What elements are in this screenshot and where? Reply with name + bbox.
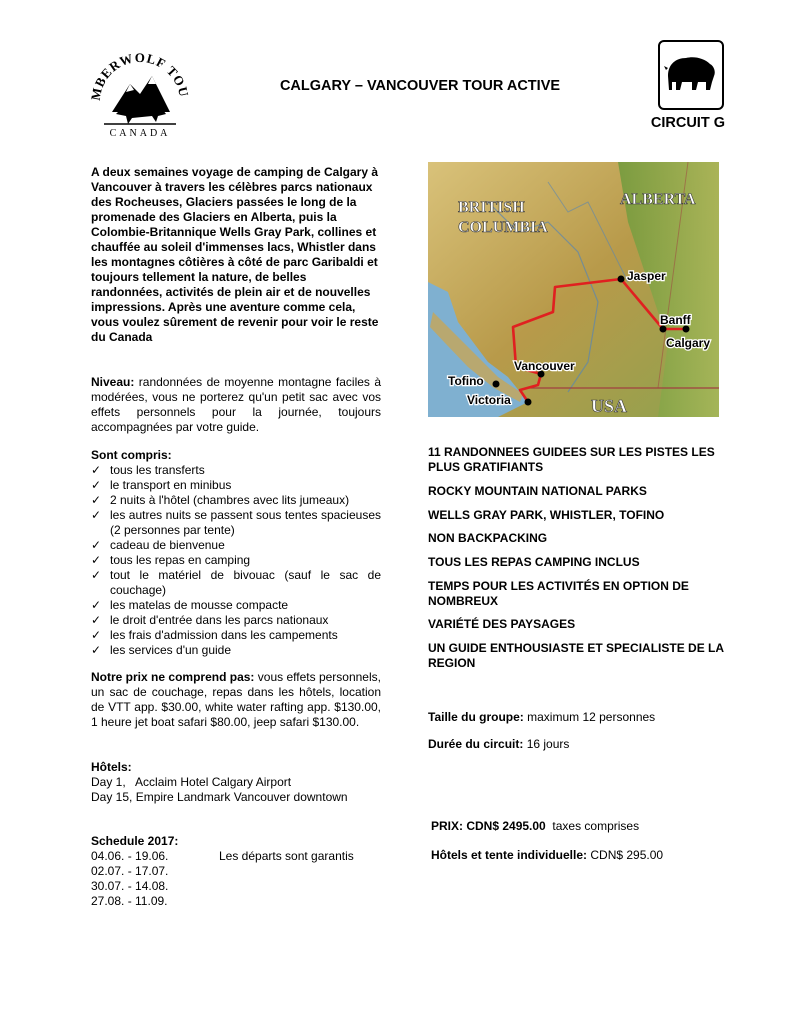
schedule-date: 04.06. - 19.06.	[91, 849, 169, 863]
logo-bottom-text: CANADA	[109, 128, 171, 139]
city-label: Vancouver	[514, 359, 575, 373]
city-dot-jasper	[618, 276, 625, 283]
city-label: Banff	[660, 313, 691, 327]
schedule-row	[91, 849, 381, 864]
schedule-date: 27.08. - 11.09.	[91, 894, 168, 908]
city-label: Calgary	[666, 336, 711, 350]
highlight-item: WELLS GRAY PARK, WHISTLER, TOFINO	[428, 508, 665, 522]
region-label: BRITISH	[458, 199, 525, 216]
not-included-label: Notre prix ne comprend pas:	[91, 670, 255, 684]
schedule-date: 02.07. - 17.07.	[91, 864, 169, 878]
bison-icon	[658, 40, 724, 110]
highlight-item: UN GUIDE ENTHOUSIASTE ET SPECIALISTE DE LA REGION	[428, 641, 724, 670]
list-item: ✓ le transport en minibus	[91, 478, 232, 492]
duration-value: 16 jours	[523, 737, 570, 751]
check-icon: ✓	[91, 568, 102, 582]
hotel-line: Day 1, Acclaim Hotel Calgary Airport	[91, 775, 292, 789]
check-icon: ✓	[91, 463, 102, 477]
check-icon: ✓	[91, 553, 102, 567]
list-item: ✓ tous les transferts	[91, 463, 205, 477]
city-dot-victoria	[525, 399, 532, 406]
highlight-item: VARIÉTÉ DES PAYSAGES	[428, 617, 576, 631]
route-map	[428, 162, 719, 417]
group-size-value: maximum 12 personnes	[523, 710, 656, 724]
highlight-item: TEMPS POUR LES ACTIVITÉS EN OPTION DE NOMBREUX	[428, 579, 689, 608]
duration	[428, 737, 728, 752]
page-title: CALGARY – VANCOUVER TOUR ACTIVE	[279, 78, 561, 94]
list-item: ✓ les services d'un guide	[91, 643, 232, 657]
list-item: ✓ tout le matériel de bivouac (sauf le sac de couchage)	[91, 568, 381, 597]
list-item: ✓ les frais d'admission dans les campements	[91, 628, 338, 642]
svg-text:TIMBERWOLF TOURS	[86, 40, 192, 102]
highlight-item: NON BACKPACKING	[428, 531, 548, 545]
single-supplement	[431, 848, 731, 863]
hotels-label: Hôtels:	[91, 760, 132, 774]
niveau-section	[91, 375, 381, 435]
schedule-section	[91, 834, 381, 909]
single-supplement-label: Hôtels et tente individuelle:	[431, 848, 588, 862]
niveau-text: randonnées de moyenne montagne faciles à modérées, vous ne porterez qu'un petit sac avec vos effets personnels pour la journée, toujours accompagnées par votre guide.	[91, 375, 381, 434]
list-item: ✓ le droit d'entrée dans les parcs nationaux	[91, 613, 329, 627]
single-supplement-value: CDN$ 295.00	[587, 848, 664, 862]
price-label: PRIX: CDN$ 2495.00	[431, 819, 546, 833]
included-list	[91, 463, 381, 658]
city-label: Victoria	[467, 393, 511, 407]
not-included-text: vous effets personnels, un sac de couchage, repas dans les hôtels, location de VTT app. $30.00, white water rafting app. $130.00, 1 heure jet boat safari $80.00, jeep safari $130.00.	[91, 670, 381, 729]
highlight-item: ROCKY MOUNTAIN NATIONAL PARKS	[428, 484, 647, 498]
list-item: ✓ tous les repas en camping	[91, 553, 251, 567]
duration-label: Durée du circuit:	[428, 737, 524, 751]
group-size	[428, 710, 728, 725]
region-label: USA	[591, 396, 628, 416]
niveau-label: Niveau:	[91, 375, 135, 389]
list-item: ✓ 2 nuits à l'hôtel (chambres avec lits jumeaux)	[91, 493, 350, 507]
price-line	[431, 819, 731, 834]
intro-paragraph: A deux semaines voyage de camping de Calgary à Vancouver à travers les célèbres parcs nationaux des Rocheuses, Glaciers passées le long de la promenade des Glaciers en Alberta, puis la Colombie-Britannique Wells Gray Park, collines et chauffée au soleil d'immenses lacs, Whistler dans les montagnes côtières à côté de parc Garibaldi et toujours tellement la nature, de belles randonnées, activités de plein air et de nouvelles impressions. Après une aventure comme cela, vous voulez sûrement de revenir pour voir le reste du Canada	[91, 165, 379, 344]
list-item: ✓ les autres nuits se passent sous tentes spacieuses (2 personnes par tente)	[91, 508, 381, 537]
list-item: ✓ les matelas de mousse compacte	[91, 598, 289, 612]
company-logo	[86, 40, 194, 140]
schedule-date: 30.07. - 14.08.	[91, 879, 169, 893]
highlight-item: TOUS LES REPAS CAMPING INCLUS	[428, 555, 640, 569]
check-icon: ✓	[91, 478, 102, 492]
schedule-label: Schedule 2017:	[91, 834, 179, 848]
check-icon: ✓	[91, 613, 102, 627]
region-label: COLUMBIA	[458, 219, 548, 236]
hotels-section	[91, 760, 381, 805]
included-label: Sont compris:	[91, 448, 172, 462]
check-icon: ✓	[91, 508, 102, 522]
price-suffix: taxes comprises	[545, 819, 640, 833]
city-label: Tofino	[448, 374, 484, 388]
list-item: ✓ cadeau de bienvenue	[91, 538, 225, 552]
group-size-label: Taille du groupe:	[428, 710, 524, 724]
schedule-note: Les départs sont garantis	[219, 849, 354, 863]
check-icon: ✓	[91, 628, 102, 642]
check-icon: ✓	[91, 643, 102, 657]
check-icon: ✓	[91, 538, 102, 552]
city-dot-tofino	[493, 381, 500, 388]
circuit-label: CIRCUIT G	[650, 115, 725, 131]
check-icon: ✓	[91, 493, 102, 507]
check-icon: ✓	[91, 598, 102, 612]
logo-top-text: MBERWOLF TOU	[87, 49, 192, 102]
included-section	[91, 448, 381, 658]
hotel-line: Day 15, Empire Landmark Vancouver downtown	[91, 790, 348, 804]
city-label: Jasper	[627, 269, 666, 283]
region-label: ALBERTA	[620, 191, 696, 208]
not-included-section	[91, 670, 381, 730]
highlight-item: 11 RANDONNEES GUIDEES SUR LES PISTES LES PLUS GRATIFIANTS	[428, 445, 715, 474]
